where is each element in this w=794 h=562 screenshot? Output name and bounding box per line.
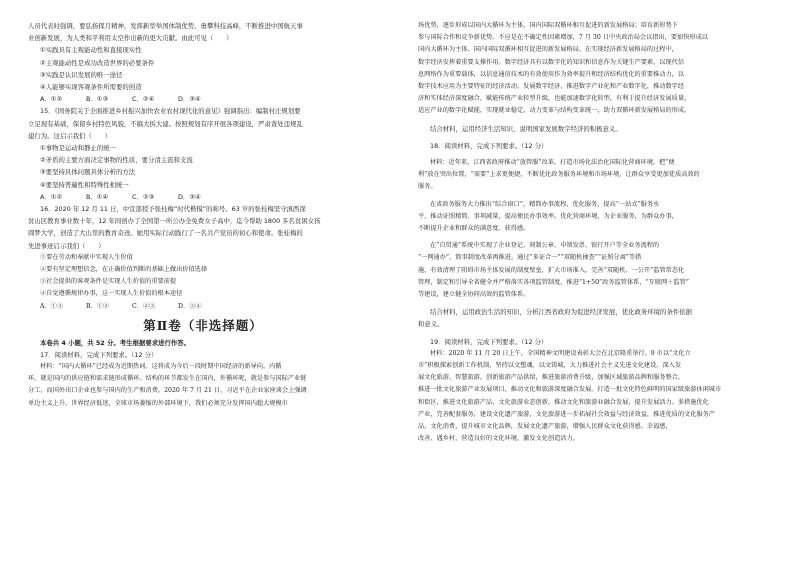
text-line: 贫山区教育事业数十年，12 年间创办了全国第一所公办全免费女子高中，迄今帮助 1800 多名贫困女孩 [28,217,321,226]
question-stem: 15．《国务院关于全面推进乡村振兴加快农业农村现代化的意见》强调指出：编制村庄规划要 [40,107,301,116]
q14-options [28,44,378,105]
material-line: 济和实体经济深度融合，赋能传统产业转型升级，也能加速数字化转型，有利于提升经济发展质量， [418,95,691,103]
question-heading: 19．阅读材料，完成下列要求。（12 分） [430,337,548,346]
text-line: 圆梦大学，创造了大山里的教育奇迹。她用实际行动践行了一名共产党员的初心和使命。张桂梅的 [28,229,303,238]
material-line: 市”积极探索创新工作机制，坚持以文塑魂、以文铸城，大力推进社会主义先进文化建设。深入发 [418,362,682,370]
choice-c: C．②③ [132,192,155,201]
material-line: 不断提升企业和群众的满意度、获得感。 [418,225,530,233]
option-line: ④人能够实现客观条件所需要的创造 [40,83,142,92]
material-line: 服务。 [418,183,437,191]
material-line: 利”放在突出位置，“需要”上求更便捷，不断优化政务服务环境和市场环境，让群众享受更加优质高效的 [418,171,700,179]
option-line: ①要在劳动和奉献中实现人生价值 [40,253,133,261]
q19 [418,336,768,446]
text-line: 人员代表时强调，要弘扬探月精神，发挥新型举国体制优势，勇攀科技高峰，不断推进中国航天事 [28,22,303,30]
choice-row [28,301,378,313]
option-line: ③要坚持具体问题具体分析的方法 [40,168,136,177]
material-line: 管理，制定和引导全省健全并严格落实各项监管制度，推进“1+50”政务监管体系，“互联网＋监管” [418,278,689,286]
material-line: 材料：“国内大循环”已经成为近期热词。这将成为今后一段时期中国经济的新导向。内循 [40,363,282,371]
choice-b: B．①② [86,302,110,310]
material-line: 品，文化消费，提升城市文化品牌，发展文化遗产旅游，增强人民群众文化获得感、幸福感， [418,423,672,431]
section-note: 本卷共 4 小题，共 52 分。考生根据要求进行作答。 [40,338,191,347]
text-line: 立足现有基础，保留乡村特色风貌，不搞大拆大建。按照规划有序开展各项建设，严肃查处违规乱 [28,119,303,128]
material-line: 参与国际合作和竞争新优势。不应是在不确定性因素增加，7 月 30 日中央政治局会议指出，要加快形成以 [418,34,708,42]
material-line: 展文化旅游、智慧旅游，创新旅游产品供给，推进旅游消费升级，加强区域旅游品牌和服务整合， [418,374,685,382]
choice-c: C．②③ [132,302,156,310]
material-line: 改善、遇乡村，营造良好的文化环境，激发文化创造活力。 [418,435,579,443]
question-heading: 17．阅读材料，完成下列要求。（12 分） [40,350,158,359]
material-line: 数字技术应用为主要特征的经济活动。发展数字经济，推进数字产业化和产业数字化，推动数字经 [418,83,685,91]
material-line: 息网络作为重要载体，以信息通信技术的有效使用作为效率提升和经济结构优化的重要推动力，以 [418,70,685,78]
choice-a: A．①③ [40,302,64,310]
q17-continued [418,20,768,135]
material-line: 环，就是国内的供应链和需求链形成循环。结构的环节都发生在国内，外循环呢，就是参与国际产业链 [28,375,307,383]
choice-c: C．②④ [132,95,155,104]
right-column [418,20,768,446]
question-requirement: 结合材料，运用经济生活知识，说明国家发展数字经济的积极意义。 [430,124,622,133]
question-heading: 18．阅读材料，完成下列要求。（12 分） [430,141,548,150]
choice-row [28,191,378,203]
option-line: ①事物是运动和静止的统一 [40,144,117,153]
material-line: 场优势，逐步形成以国内大循环为主体、国内国际双循环相互促进的新发展格局；培育新形势下 [418,22,678,29]
material-line: 施，有效清理了阻碍市场主体发展的制度壁垒，扩大市场准入。完善“双随机、一公开”监管常态化 [418,266,685,274]
material-line: 数字经济发挥着重要支撑作用。数字经济具有以数字化的知识和信息作为关键生产要素，以现代信 [418,58,685,66]
option-line: ②主观能动性是成功改造世界的必要条件 [40,58,155,67]
option-line: ④要坚持普遍性和特殊性相统一 [40,180,129,189]
material-line: 推进一批文化旅游产业发展项目，推动文化和旅游深度融合发展。打造一批文化特色鲜明的国家级旅游休闲城市 [418,386,722,394]
material-line: 适应产业的数字化赋能，实现就业稳定，动力变革与结构变革统一，助力双循环新发展格局的形成。 [418,107,691,115]
q16 [28,203,378,313]
material-line: 国内大循环为主体、国内国际双循环相互促进的新发展格局。在实现经济新发展格局的过程中， [418,46,678,54]
text-line: 先进事迹启示我们（ ） [28,241,105,250]
option-line: ①实践具有主观能动性和直接现实性 [40,46,142,55]
material-line: 平，推动证照精简、事项减量，提高便民办事效率。优化营商环境，为企业服务，为群众办事， [418,212,678,220]
choice-d: D．③④ [178,95,201,104]
text-line: 建行为。这启示我们（ ） [28,131,112,140]
choice-b: B．①④ [86,192,109,201]
choice-a: A．①② [40,95,63,104]
material-line: “一网通办”，简事制度改革再推进。通过“多证合一”“双随机抽查”“证照分离”等措 [418,254,642,262]
material-line: 在省政务服务大力推出“综合窗口”，精简办事流程，优化服务，提高“一站式”服务水 [430,200,660,208]
option-line: ③社会提供的客观条件是实现人生价值的重要前提 [40,278,177,286]
question-requirement: 和意义。 [418,320,444,329]
text-line: 业创新发展，为人类和平利用太空作出新的更大贡献。由此可见（ ） [28,34,233,43]
left-column [28,20,378,410]
material-line: 产业，完善配套服务，建设文化遗产旅游，文化旅游进一步拓展社会效益与经济效益，推进优质的文化服务产 [418,410,715,418]
material-line: 和街区，推进文化旅游产品、文化旅游业态创新，推动文化和旅游业融合发展，提升发展活力。多措施优化 [418,398,709,406]
choice-d: D．③④ [178,192,201,201]
q18 [418,140,768,331]
option-line: ③实践是认识发展的唯一途径 [40,70,123,79]
material-line: 单边主义上升，世界经济低迷，全球市场萎缩的外部环境下，我们必须充分发挥国内超大规模市 [28,399,288,407]
q17 [28,349,378,410]
question-stem: 16．2020 年 12 月 11 日，中宣部授予张桂梅“时代楷模”的称号。63 岁的张桂梅坚守滇西深 [40,205,306,214]
material-line: 材料：近年来，江西省政府推动“放管服”改革，打造市场化法治化国际化营商环境，把“便 [430,159,675,167]
option-line: ②要有坚定理想信念，在正确价值判断的基础上做出价值选择 [40,266,208,274]
choice-row [28,93,378,105]
question-requirement: 结合材料，运用政治生活的知识，分析江西省政府为促进经济发展，优化政务环境的条件依据 [430,308,693,317]
q13-tail [28,20,378,44]
option-line: ②矛盾的主要方面决定事物的性质，要分清主流和支流 [40,156,193,165]
material-line: 材料：2020 年 11 月 20 日上午，全国精神文明建设表彰大会在北京隆重举行。9 市以“文化立 [430,349,691,357]
section-title: 第Ⅱ卷（非选择题） [143,317,263,333]
material-line: 分工，而国外出口企业也参与国内的生产和消费。2020 年 7 月 21 日，习近平在企业家座谈会上强调 [28,387,307,395]
option-line: ④自觉遵循规律办事，这一实现人生价值的根本途径 [40,290,183,298]
choice-b: B．①③ [86,95,109,104]
choice-d: D．③④ [178,302,202,310]
choice-a: A．①② [40,192,63,201]
q15 [28,105,378,203]
material-line: 在“自贸通”系统中实现了企业登记、刻制公章、申领发票、银行开户等全业务流程的 [430,242,660,250]
material-line: 等建设，建立健全协同高效的监管体系。 [418,291,530,299]
